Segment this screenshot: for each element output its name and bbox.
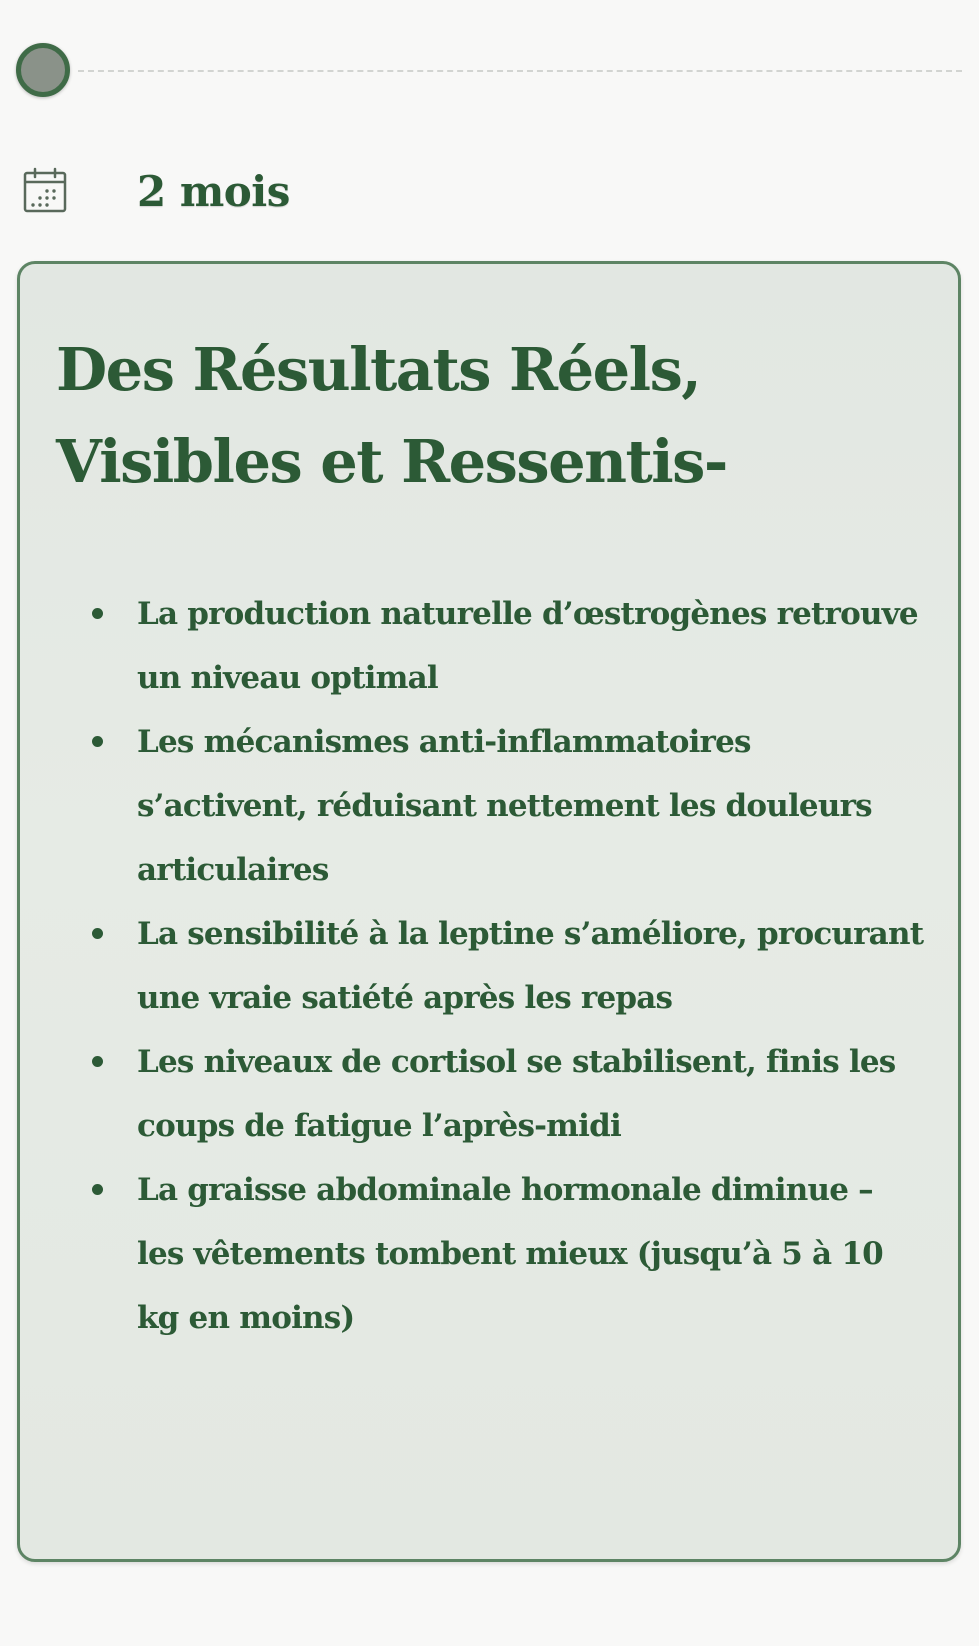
- timeline-marker: [16, 43, 70, 97]
- list-item: [76, 902, 926, 1030]
- duration-label: 2 mois: [137, 166, 290, 216]
- list-item: [76, 710, 926, 902]
- list-item-text: La production naturelle d’œstrogènes retrouve un niveau optimal: [137, 596, 918, 696]
- timeline-dashed-line: [78, 70, 962, 72]
- list-item: [76, 582, 926, 710]
- bullet-icon: [92, 1056, 103, 1067]
- bullet-icon: [92, 928, 103, 939]
- results-card: [17, 261, 961, 1562]
- bullet-icon: [92, 608, 103, 619]
- list-item-text: Les mécanismes anti-inflammatoires s’activent, réduisant nettement les douleurs articulaires: [137, 724, 872, 888]
- list-item-text: La sensibilité à la leptine s’améliore, procurant une vraie satiété après les repas: [137, 916, 924, 1016]
- calendar-icon: [22, 167, 68, 215]
- benefit-list: [76, 582, 926, 1350]
- list-item: [76, 1158, 926, 1350]
- bullet-icon: [92, 736, 103, 747]
- timeline: [16, 43, 962, 97]
- bullet-icon: [92, 1184, 103, 1195]
- duration-row: [22, 165, 290, 217]
- list-item: [76, 1030, 926, 1158]
- list-item-text: Les niveaux de cortisol se stabilisent, finis les coups de fatigue l’après-midi: [137, 1044, 896, 1144]
- card-title: Des Résultats Réels, Visibles et Ressentis-: [56, 335, 727, 496]
- list-item-text: La graisse abdominale hormonale diminue – les vêtements tombent mieux (jusqu’à 5 à 10 kg en moins): [137, 1172, 883, 1336]
